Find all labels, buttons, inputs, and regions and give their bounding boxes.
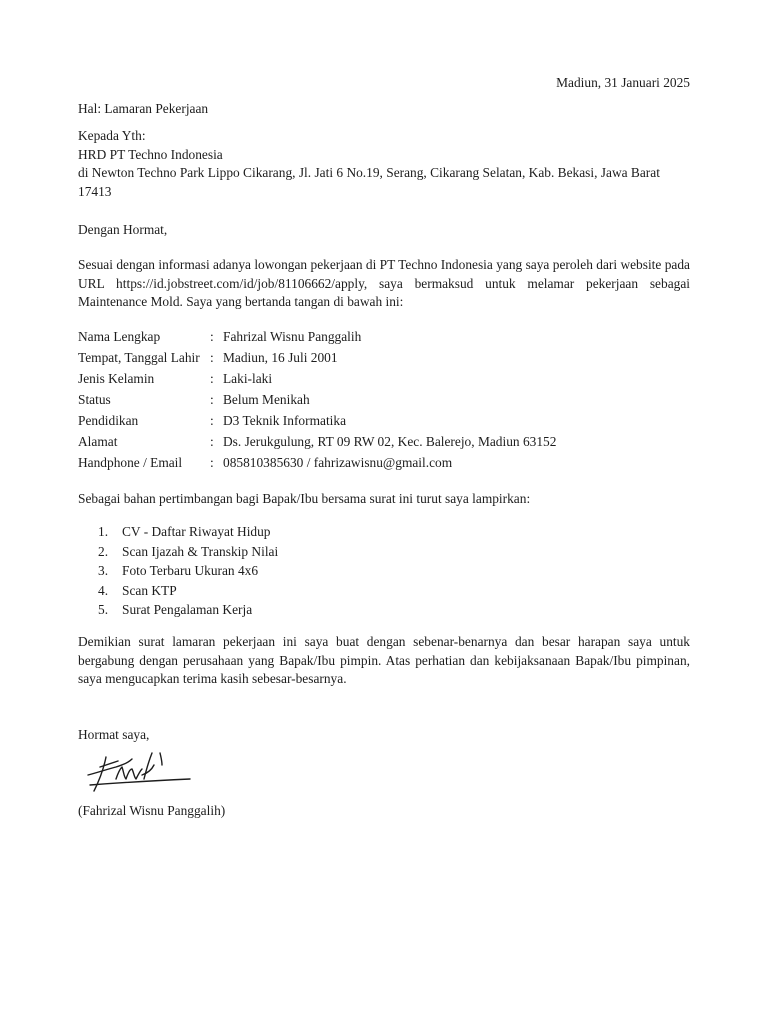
identity-value: Fahrizal Wisnu Panggalih (223, 329, 362, 344)
identity-value: 085810385630 / fahrizawisnu@gmail.com (223, 455, 453, 470)
letter-date: Madiun, 31 Januari 2025 (556, 75, 690, 90)
list-item-number: 4. (98, 582, 109, 598)
recipient-name: HRD PT Techno Indonesia (78, 146, 223, 162)
list-item (78, 582, 278, 602)
recipient-greeting: Kepada Yth: (78, 128, 146, 143)
attachments-list (78, 523, 278, 621)
recipient-address-line2: 17413 (78, 183, 112, 199)
identity-row (78, 391, 556, 412)
list-item (78, 543, 278, 563)
identity-separator: : (210, 350, 214, 365)
list-item-text: Foto Terbaru Ukuran 4x6 (122, 563, 259, 578)
identity-label: Pendidikan (78, 413, 139, 428)
list-item (78, 523, 278, 543)
handwritten-signature-icon (86, 745, 196, 797)
identity-row (78, 433, 556, 454)
attachments-intro: Sebagai bahan pertimbangan bagi Bapak/Ibu bersama surat ini turut saya lampirkan: (78, 491, 531, 506)
identity-value: Madiun, 16 Juli 2001 (223, 350, 338, 365)
identity-value: Belum Menikah (223, 392, 310, 407)
list-item-number: 1. (98, 524, 109, 539)
closing-regards: Hormat saya, (78, 727, 150, 742)
identity-label: Tempat, Tanggal Lahir (78, 350, 200, 365)
signer-name: (Fahrizal Wisnu Panggalih) (78, 803, 226, 818)
list-item-number: 5. (98, 602, 109, 617)
identity-label: Alamat (78, 434, 118, 449)
identity-value: D3 Teknik Informatika (223, 413, 347, 428)
identity-label: Nama Lengkap (78, 329, 161, 344)
identity-separator: : (210, 371, 214, 386)
list-item-text: Surat Pengalaman Kerja (122, 602, 253, 617)
recipient-block (78, 127, 690, 201)
identity-label: Handphone / Email (78, 455, 183, 470)
identity-separator: : (210, 392, 214, 407)
list-item (78, 601, 278, 621)
letter-subject: Hal: Lamaran Pekerjaan (78, 101, 209, 116)
list-item-text: Scan KTP (122, 582, 177, 598)
identity-label: Status (78, 392, 111, 407)
identity-table (78, 328, 556, 475)
list-item-text: CV - Daftar Riwayat Hidup (122, 524, 271, 539)
intro-paragraph: Sesuai dengan informasi adanya lowongan pekerjaan di PT Techno Indonesia yang saya peroleh dari website pada URL https://id.jobstreet.com/id/job/81106662/apply, saya bermaksud untuk melamar pekerjaan sebagai Maintenance Mold. Saya yang bertanda tangan di bawah ini: (78, 257, 690, 309)
identity-row (78, 454, 556, 475)
list-item (78, 562, 278, 582)
list-item-number: 3. (98, 563, 109, 578)
identity-value: Laki-laki (223, 371, 273, 386)
identity-value: Ds. Jerukgulung, RT 09 RW 02, Kec. Balerejo, Madiun 63152 (223, 434, 557, 449)
identity-separator: : (210, 413, 214, 428)
identity-separator: : (210, 329, 214, 344)
list-item-number: 2. (98, 543, 109, 559)
closing-paragraph: Demikian surat lamaran pekerjaan ini saya buat dengan sebenar-benarnya dan besar harapan saya untuk bergabung dengan perusahaan yang Bapak/Ibu pimpin. Atas perhatian dan kebijaksanaan Bapak/Ibu pimpinan, saya mengucapkan terima kasih sebesar-besarnya. (78, 634, 690, 686)
identity-separator: : (210, 455, 214, 470)
identity-row (78, 328, 556, 349)
recipient-address-line1: di Newton Techno Park Lippo Cikarang, Jl. Jati 6 No.19, Serang, Cikarang Selatan, Kab. Bekasi, Jawa Barat (78, 165, 660, 180)
list-item-text: Scan Ijazah & Transkip Nilai (122, 543, 279, 559)
salutation: Dengan Hormat, (78, 222, 168, 237)
identity-row (78, 412, 556, 433)
identity-label: Jenis Kelamin (78, 371, 155, 386)
identity-separator: : (210, 434, 214, 449)
identity-row (78, 349, 556, 370)
identity-row (78, 370, 556, 391)
